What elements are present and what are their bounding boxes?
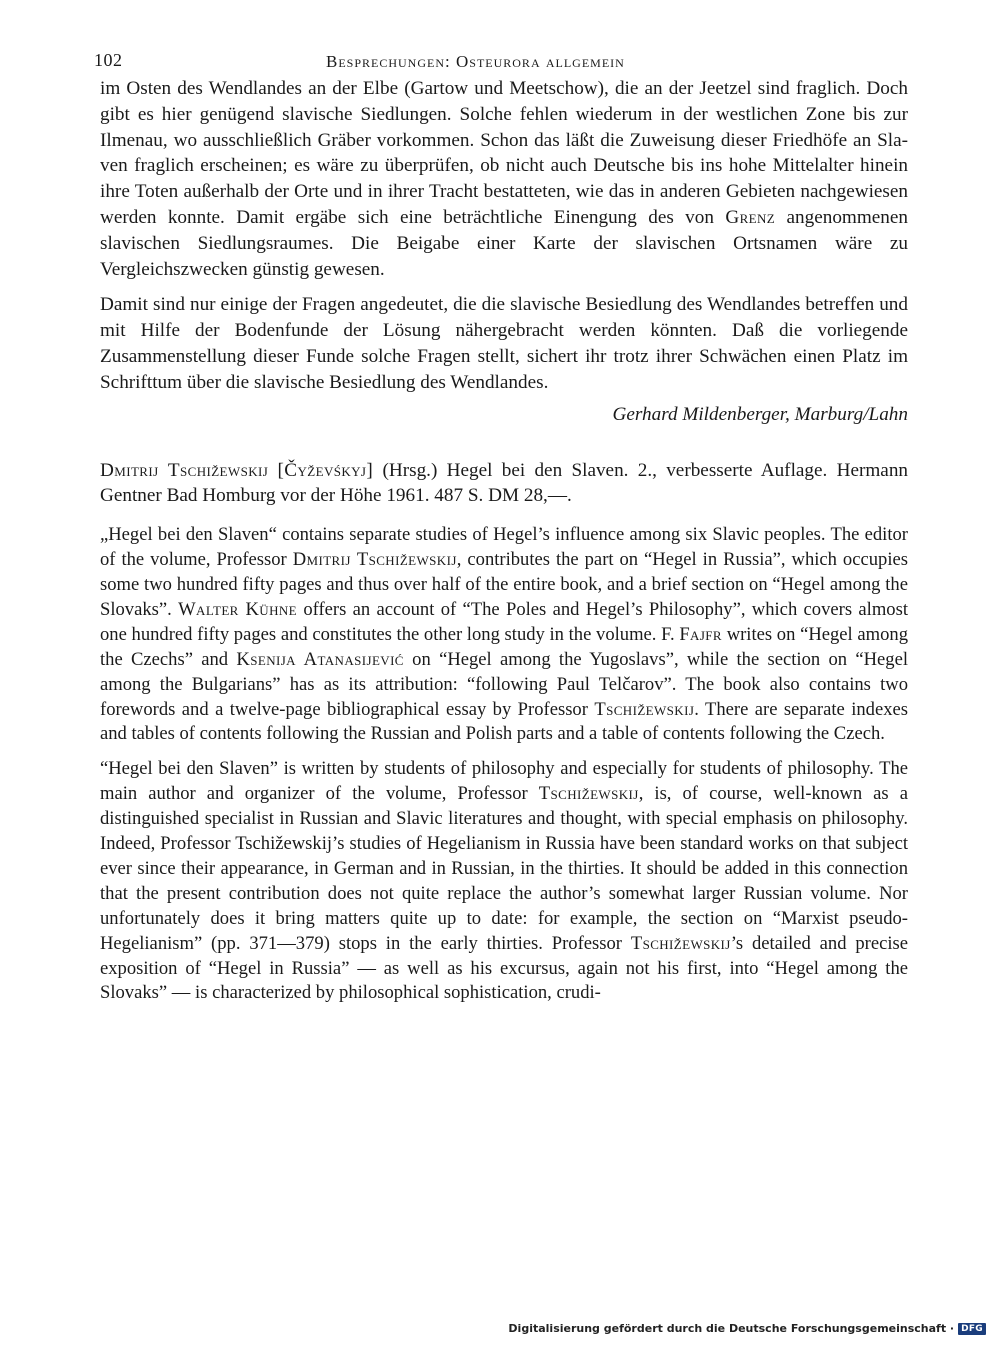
- text-run: , is, of course, well-known as a distinguished specialist in Russian and Slavic literatures and thought, with special emphasis on philosophy. Indeed, Professor Tschižewskij’s studies of Hegelianism in Russia have been standard works on that subject ever since their appearance, in German and in Russian, in the thirties. It should be added in this connection that the present contribution does not quite replace the author’s somewhat larger Russian volume. Nor unfortunately does it bring matters quite up to date: for example, the section on “Marxist pseudo-Hegelianism” (pp. 371—379) stops in the early thirties. Professor: [100, 783, 908, 954]
- running-title: Besprechungen: Osteurora allgemein: [326, 52, 625, 71]
- author-name-alt: [Čyževśkyj]: [277, 459, 374, 481]
- author-name: Tschižewskij: [630, 932, 731, 954]
- text-run: im Osten des Wendlandes an der Elbe (Gartow und Meetschow), die an der Jeetzel sind fraglich. Doch gibt es hier genügend slavische Siedlungen. Solche fehlen wiederum in der westlichen Zone bis zur Ilmenau, wo ausschließlich Gräber vorkommen. Schon das läßt die Zuweisung dieser Friedhöfe an Slaven fraglich erscheinen; es wäre zu überprüfen, ob nicht auch Deutsche bis ins hohe Mittelalter hinein ihre Toten außerhalb der Orte und in ihrer Tracht bestatteten, wie das in anderen Gebieten nachgewiesen werden konnte. Damit ergäbe sich eine beträchtliche Einengung des von: [100, 78, 908, 228]
- text-run: “Hegel bei den Slaven” is written by students of philosophy and especially for students of philosophy. The main author and organizer of the volume, Professor: [100, 758, 908, 805]
- author-name: Walter Kühne: [178, 598, 298, 620]
- text-run: „Hegel bei den Slaven“ contains separate studies of Hegel’s influence among six Slavic peoples. The editor of the volume, Professor: [100, 524, 908, 571]
- text-run: angenommenen slavischen Siedlungsraumes. Die Beigabe einer Karte der slavischen Ortsnamen wäre zu Vergleichszwecken günstig gewesen.: [100, 206, 909, 280]
- author-name: Tschižewskij: [538, 783, 639, 805]
- text-run: writes on “Hegel among the Czechs” and: [100, 623, 908, 670]
- author-name: Dmitrij Tschižewskij: [100, 459, 269, 481]
- digitization-footer: [508, 1322, 986, 1335]
- text-run: on “Hegel among the Yugoslavs”, while the section on “Hegel among the Bulgarians” has as its attribution: “following Paul Telčarov”. The book also contains two forewords and a twelve-page bibliographical essay by Professor: [100, 648, 909, 720]
- paragraph: Damit sind nur einige der Fragen angedeutet, die die slavische Besiedlung des Wendlandes betreffen und mit Hilfe der Bodenfunde der Lösung nähergebracht werden könnten. Daß die vorliegende Zusammenstellung dieser Funde solche Fragen stellt, sichert ihr trotz ihrer Schwächen einen Platz im Schrifttum über die slavische Besiedlung des Wendlandes.: [100, 294, 908, 393]
- english-review: [100, 523, 908, 1006]
- document-page: [94, 40, 909, 1006]
- text-run: . There are separate indexes and tables of contents following the Russian and Polish parts and a table of contents following the Czech.: [100, 698, 909, 745]
- dfg-logo: DFG: [958, 1323, 986, 1335]
- running-head: [94, 40, 908, 74]
- text-run: offers an account of “The Poles and Hegel’s Philosophy”, which covers almost one hundred fifty pages and constitutes the other long study in the volume. F.: [100, 598, 908, 645]
- footer-text: Digitalisierung gefördert durch die Deutsche Forschungsgemeinschaft ·: [508, 1322, 955, 1335]
- reviewer-signature: Gerhard Mildenberger, Marburg/Lahn: [612, 403, 908, 425]
- text-run: , contributes the part on “Hegel in Russia”, which occupies some two hundred fifty pages and thus over half of the entire book, and a brief section on “Hegel among the Slovaks”.: [100, 549, 908, 620]
- author-name: Ksenija Atanasijević: [236, 648, 404, 670]
- paragraph: [100, 757, 908, 1006]
- author-name: Dmitrij Tschižewskij: [292, 549, 457, 571]
- author-name: Tschižewskij: [594, 698, 695, 720]
- german-review-continuation: [100, 76, 908, 428]
- review-bibliographic-heading: [100, 458, 908, 510]
- page-number: 102: [94, 50, 123, 70]
- paragraph: [100, 523, 908, 747]
- author-name: Fajfr: [679, 623, 723, 645]
- paragraph: [100, 76, 908, 282]
- author-name: Grenz: [725, 206, 776, 228]
- text-run: ’s detailed and precise exposition of “Hegel in Russia” — as well as his excursus, again not his first, into “Hegel among the Slovaks” — is characterized by philosophical sophistication, crudi-: [100, 932, 908, 1004]
- text-run: (Hrsg.) Hegel bei den Slaven. 2., verbesserte Auflage. Hermann Gentner Bad Homburg vor der Höhe 1961. 487 S. DM 28,—.: [100, 459, 909, 507]
